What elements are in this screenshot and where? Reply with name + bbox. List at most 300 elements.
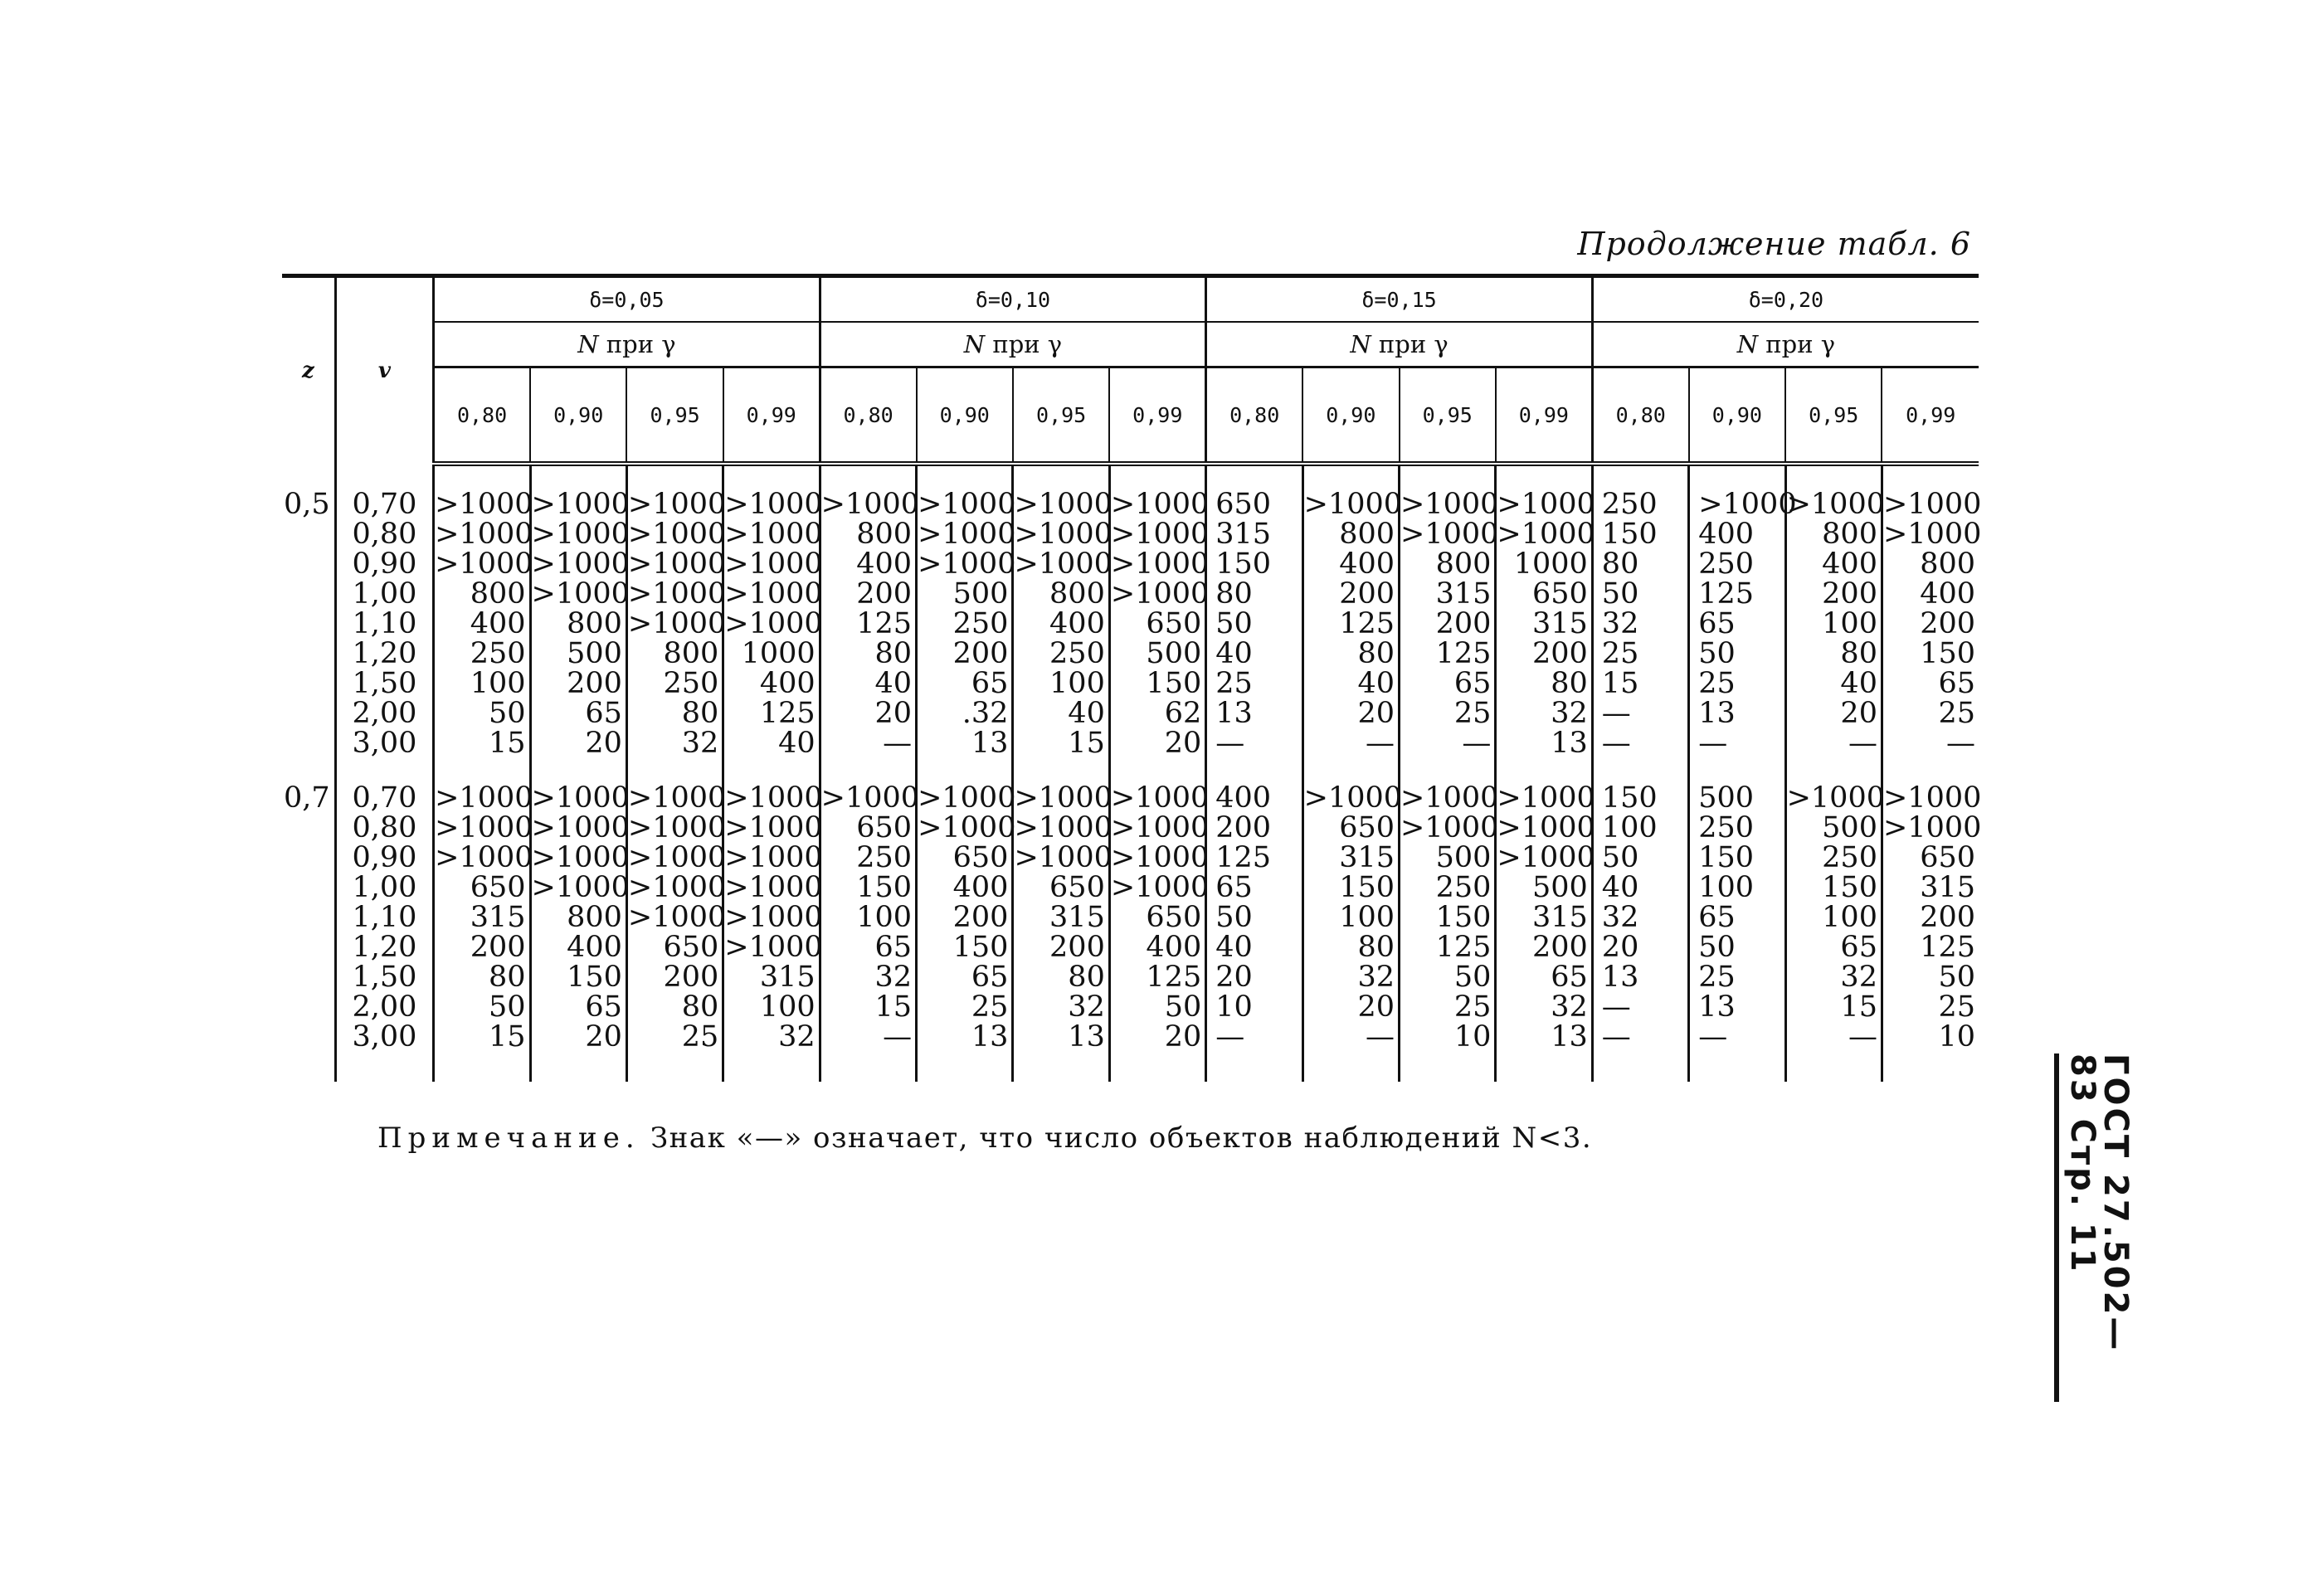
cell-n: 200 [434,932,530,962]
table-row [282,489,1979,519]
cell-n: 25 [1400,992,1496,1022]
cell-n: 150 [820,873,916,903]
cell-n: — [1592,728,1688,758]
cell-n: >1000 [531,781,630,815]
cell-n: 20 [1785,698,1882,728]
cell-n: 20 [1109,728,1205,758]
cell-n: >1000 [724,841,823,874]
cell-n: 400 [530,932,626,962]
header-gamma-1-1: 0,90 [917,367,1013,465]
cell-n: >1000 [724,811,823,844]
cell-n: >1000 [1014,518,1113,551]
cell-n: 125 [1109,962,1205,992]
cell-z [282,903,335,932]
cell-z: 0,5 [284,488,330,521]
cell-n: >1000 [531,518,630,551]
cell-n: >1000 [1497,488,1595,521]
cell-n: 1000 [1496,549,1592,579]
header-npri-3 [1592,322,1979,367]
cell-n: 500 [1109,639,1205,669]
cell-n: 150 [1592,519,1688,549]
cell-n: 65 [1689,609,1785,639]
cell-n: 125 [723,698,820,728]
cell-n: 250 [1785,843,1882,873]
cell-n: >1000 [627,841,727,874]
cell-n: 25 [626,1022,723,1052]
cell-n: >1000 [1400,811,1499,844]
cell-z [282,669,335,698]
cell-n: >1000 [724,577,823,611]
cell-n: 400 [434,609,530,639]
cell-n: 800 [1302,519,1399,549]
header-gamma-2-3: 0,99 [1496,367,1592,465]
cell-n: 315 [1400,579,1496,609]
cell-n: >1000 [531,811,630,844]
cell-n: 13 [1013,1022,1109,1052]
cell-n: >1000 [1110,781,1210,815]
header-npri-n: N [577,330,599,358]
cell-n: 80 [1592,549,1688,579]
cell-n: >1000 [1110,547,1210,581]
cell-n: 500 [1496,873,1592,903]
cell-n: 15 [434,728,530,758]
cell-n: 250 [626,669,723,698]
cell-n: 20 [1302,698,1399,728]
cell-n: >1000 [627,901,727,934]
table-row [282,728,1979,758]
cell-n: 315 [1206,519,1302,549]
header-gamma-0-3: 0,99 [723,367,820,465]
cell-z [282,728,335,758]
header-gamma-3-1: 0,90 [1689,367,1785,465]
cell-n: 400 [1013,609,1109,639]
cell-n: 200 [1496,932,1592,962]
header-gamma-2-1: 0,90 [1302,367,1399,465]
cell-n: 650 [1496,579,1592,609]
cell-n: >1000 [918,547,1016,581]
cell-n: 100 [723,992,820,1022]
cell-n: 250 [1592,489,1688,519]
table-row [282,579,1979,609]
cell-n: >1000 [724,931,823,964]
cell-n: 125 [1882,932,1979,962]
table-row [282,1022,1979,1052]
cell-n: 100 [434,669,530,698]
cell-n: 40 [1013,698,1109,728]
cell-n: 400 [917,873,1013,903]
cell-n: — [1882,728,1979,758]
cell-n: — [1400,728,1496,758]
header-delta-2: δ=0,15 [1206,276,1593,323]
cell-v: 3,00 [335,728,433,758]
cell-v: 0,80 [335,519,433,549]
cell-n: 20 [1206,962,1302,992]
cell-n: >1000 [1110,811,1210,844]
cell-n: — [1592,1022,1688,1052]
header-delta-0: δ=0,05 [434,276,820,323]
cell-n: 13 [1496,728,1592,758]
cell-n: >1000 [918,488,1016,521]
cell-n: 50 [1109,992,1205,1022]
cell-n: 315 [1302,843,1399,873]
cell-n: 25 [1592,639,1688,669]
cell-n: >1000 [1400,488,1499,521]
cell-n: 50 [1689,932,1785,962]
cell-n: >1000 [918,518,1016,551]
cell-n: 800 [820,519,916,549]
cell-n: 20 [530,728,626,758]
cell-n: 32 [1592,609,1688,639]
cell-n: >1000 [627,518,727,551]
cell-n: >1000 [531,577,630,611]
cell-n: 80 [820,639,916,669]
cell-n: 800 [530,609,626,639]
cell-n: 32 [1013,992,1109,1022]
header-npri-n: N [1350,330,1371,358]
table-row [282,873,1979,903]
cell-v: 2,00 [335,992,433,1022]
cell-n: 650 [434,873,530,903]
header-gamma-2-2: 0,95 [1400,367,1496,465]
cell-n: 125 [1400,932,1496,962]
cell-n: 100 [1013,669,1109,698]
cell-v: 0,80 [335,813,433,843]
cell-n: 100 [1302,903,1399,932]
cell-n: >1000 [820,488,920,521]
cell-v: 0,90 [335,549,433,579]
cell-n: 20 [1109,1022,1205,1052]
cell-n: 200 [1882,609,1979,639]
cell-n: 40 [1206,639,1302,669]
cell-n: >1000 [531,841,630,874]
cell-n: 150 [1400,903,1496,932]
cell-n: 150 [1882,639,1979,669]
cell-n: 150 [530,962,626,992]
cell-n: 50 [1400,962,1496,992]
cell-n: 650 [1109,609,1205,639]
cell-n: — [1302,1022,1399,1052]
cell-n: — [1592,992,1688,1022]
cell-n: 15 [1592,669,1688,698]
cell-v: 1,50 [335,962,433,992]
cell-n: 65 [1689,903,1785,932]
cell-n: 32 [1496,992,1592,1022]
header-npri-n: N [963,330,986,358]
cell-n: >1000 [724,518,823,551]
cell-n: 800 [1400,549,1496,579]
cell-n: 40 [1785,669,1882,698]
cell-n: >1000 [820,781,920,815]
cell-n: 20 [1592,932,1688,962]
cell-n: 65 [530,698,626,728]
cell-n: 315 [723,962,820,992]
cell-n: 100 [1785,903,1882,932]
cell-z [282,549,335,579]
cell-n: 13 [1689,992,1785,1022]
cell-n: 150 [1689,843,1785,873]
cell-n: 32 [626,728,723,758]
cell-n: 15 [820,992,916,1022]
cell-n: >1000 [918,811,1016,844]
header-npri-label: при γ [985,330,1063,358]
cell-n: 32 [820,962,916,992]
cell-n: 400 [1785,549,1882,579]
cell-n: 200 [820,579,916,609]
cell-n: 800 [530,903,626,932]
cell-v: 1,10 [335,609,433,639]
cell-n: 50 [1689,639,1785,669]
cell-n: >1000 [627,871,727,904]
cell-n: >1000 [531,547,630,581]
cell-n: 150 [1302,873,1399,903]
cell-n: 50 [434,992,530,1022]
cell-n: >1000 [1014,781,1113,815]
cell-n: 50 [1592,843,1688,873]
cell-n: >1000 [1110,841,1210,874]
cell-n: 400 [1689,519,1785,549]
cell-n: 315 [434,903,530,932]
table-row [282,813,1979,843]
cell-n: 10 [1882,1022,1979,1052]
cell-z [282,519,335,549]
cell-n: 15 [1785,992,1882,1022]
cell-n: >1000 [1786,488,1885,521]
cell-n: 65 [1785,932,1882,962]
cell-n: 25 [1882,992,1979,1022]
cell-n: 40 [1302,669,1399,698]
cell-n: 65 [1496,962,1592,992]
cell-n: 500 [1689,783,1785,813]
cell-n: 800 [626,639,723,669]
cell-n: >1000 [1014,488,1113,521]
cell-z [282,813,335,843]
cell-n: >1000 [435,518,533,551]
cell-n: 250 [1400,873,1496,903]
cell-n: 10 [1206,992,1302,1022]
cell-n: — [1206,728,1302,758]
cell-n: 65 [917,962,1013,992]
note-text: Знак «—» означает, что число объектов наблюдений N<3. [640,1122,1593,1155]
cell-n: >1000 [435,781,533,815]
cell-n: >1000 [1882,518,1982,551]
cell-n: — [1785,1022,1882,1052]
cell-n: 150 [1206,549,1302,579]
cell-n: 125 [1302,609,1399,639]
cell-n: 80 [1206,579,1302,609]
cell-n: 500 [1785,813,1882,843]
cell-n: 25 [917,992,1013,1022]
cell-n: 25 [1882,698,1979,728]
header-delta-1: δ=0,10 [820,276,1206,323]
cell-n: 80 [434,962,530,992]
cell-n: 100 [1592,813,1688,843]
cell-n: 80 [1013,962,1109,992]
table-row [282,639,1979,669]
cell-z [282,639,335,669]
cell-n: 50 [1592,579,1688,609]
header-gamma-1-3: 0,99 [1109,367,1205,465]
cell-n: 200 [1400,609,1496,639]
cell-n: 200 [1882,903,1979,932]
header-gamma-2-0: 0,80 [1206,367,1302,465]
cell-n: 800 [1785,519,1882,549]
cell-n: 80 [626,698,723,728]
cell-n: 150 [917,932,1013,962]
cell-n: >1000 [1400,518,1499,551]
cell-n: 400 [1302,549,1399,579]
cell-z [282,962,335,992]
cell-n: >1000 [627,811,727,844]
cell-n: >1000 [724,781,823,815]
cell-n: 40 [723,728,820,758]
table-row [282,609,1979,639]
cell-v: 1,20 [335,932,433,962]
cell-n: 20 [1302,992,1399,1022]
cell-n: 50 [1882,962,1979,992]
cell-n: 20 [820,698,916,728]
cell-n: 32 [1592,903,1688,932]
table-caption: Продолжение табл. 6 [1577,226,1971,262]
cell-n: 400 [820,549,916,579]
cell-n: 200 [1206,813,1302,843]
cell-n: 10 [1400,1022,1496,1052]
cell-n: 13 [917,728,1013,758]
cell-n: 315 [1496,609,1592,639]
cell-n: 15 [1013,728,1109,758]
cell-v: 1,50 [335,669,433,698]
table-row [282,992,1979,1022]
cell-n: >1000 [1014,547,1113,581]
table-row [282,843,1979,873]
cell-n: 250 [820,843,916,873]
cell-n: >1000 [1882,811,1982,844]
cell-n: 315 [1496,903,1592,932]
cell-v: 3,00 [335,1022,433,1052]
cell-n: .32 [917,698,1013,728]
header-npri-n: N [1736,330,1759,358]
cell-n: >1000 [724,871,823,904]
cell-n: >1000 [724,607,823,640]
cell-n: 20 [530,1022,626,1052]
cell-n: 125 [1206,843,1302,873]
header-npri-label: при γ [1758,330,1836,358]
cell-n: 400 [1109,932,1205,962]
cell-n: >1000 [531,871,630,904]
cell-n: 50 [434,698,530,728]
cell-n: — [1302,728,1399,758]
header-gamma-0-1: 0,90 [530,367,626,465]
cell-n: 32 [723,1022,820,1052]
cell-n: 650 [1882,843,1979,873]
table-row [282,903,1979,932]
cell-n: >1000 [918,781,1016,815]
cell-n: 80 [1302,932,1399,962]
header-gamma-3-3: 0,99 [1882,367,1979,465]
cell-n: 200 [1013,932,1109,962]
cell-n: >1000 [435,841,533,874]
cell-n: — [1785,728,1882,758]
cell-n: 650 [1013,873,1109,903]
cell-n: 13 [917,1022,1013,1052]
cell-v: 1,20 [335,639,433,669]
cell-v: 0,70 [335,489,433,519]
header-npri-label: при γ [598,330,676,358]
cell-n: 80 [1496,669,1592,698]
cell-n: 25 [1689,669,1785,698]
cell-n: >1000 [531,488,630,521]
cell-n: 80 [626,992,723,1022]
table-note [377,1122,1592,1155]
cell-n: 200 [917,903,1013,932]
cell-n: >1000 [627,547,727,581]
cell-n: >1000 [1303,488,1403,521]
cell-n: 25 [1206,669,1302,698]
cell-z: 0,7 [284,781,330,815]
cell-n: >1000 [1689,489,1785,519]
cell-n: 25 [1689,962,1785,992]
cell-n: 32 [1302,962,1399,992]
cell-z [282,843,335,873]
cell-n: >1000 [435,547,533,581]
cell-n: >1000 [435,488,533,521]
cell-n: 50 [1206,903,1302,932]
cell-v: 1,10 [335,903,433,932]
cell-n: 315 [1013,903,1109,932]
header-npri-2 [1206,322,1593,367]
cell-n: 250 [1689,549,1785,579]
cell-n: — [820,728,916,758]
cell-n: 800 [1013,579,1109,609]
cell-n: 40 [1592,873,1688,903]
cell-n: 65 [1400,669,1496,698]
cell-n: 500 [1400,843,1496,873]
cell-v: 1,00 [335,579,433,609]
cell-n: 62 [1109,698,1205,728]
cell-n: 650 [1302,813,1399,843]
cell-n: >1000 [1110,577,1210,611]
header-gamma-1-0: 0,80 [820,367,916,465]
cell-z [282,873,335,903]
table-header [282,276,1979,465]
cell-n: 400 [1206,783,1302,813]
cell-n: 80 [1302,639,1399,669]
cell-n: >1000 [1497,841,1595,874]
cell-n: 150 [1785,873,1882,903]
cell-n: >1000 [724,901,823,934]
cell-n: >1000 [627,607,727,640]
cell-n: >1000 [1882,781,1982,815]
table-row [282,698,1979,728]
cell-n: 100 [1689,873,1785,903]
cell-n: >1000 [1786,781,1885,815]
cell-n: 650 [820,813,916,843]
cell-z [282,698,335,728]
cell-n: 400 [723,669,820,698]
cell-n: 250 [917,609,1013,639]
cell-n: 650 [626,932,723,962]
cell-n: >1000 [1014,841,1113,874]
cell-n: 65 [917,669,1013,698]
cell-n: 13 [1496,1022,1592,1052]
cell-n: 32 [1785,962,1882,992]
cell-n: >1000 [1497,811,1595,844]
cell-n: 800 [434,579,530,609]
cell-n: 125 [1689,579,1785,609]
cell-n: >1000 [1110,488,1210,521]
table-row [282,549,1979,579]
cell-n: 200 [917,639,1013,669]
cell-n: 500 [530,639,626,669]
